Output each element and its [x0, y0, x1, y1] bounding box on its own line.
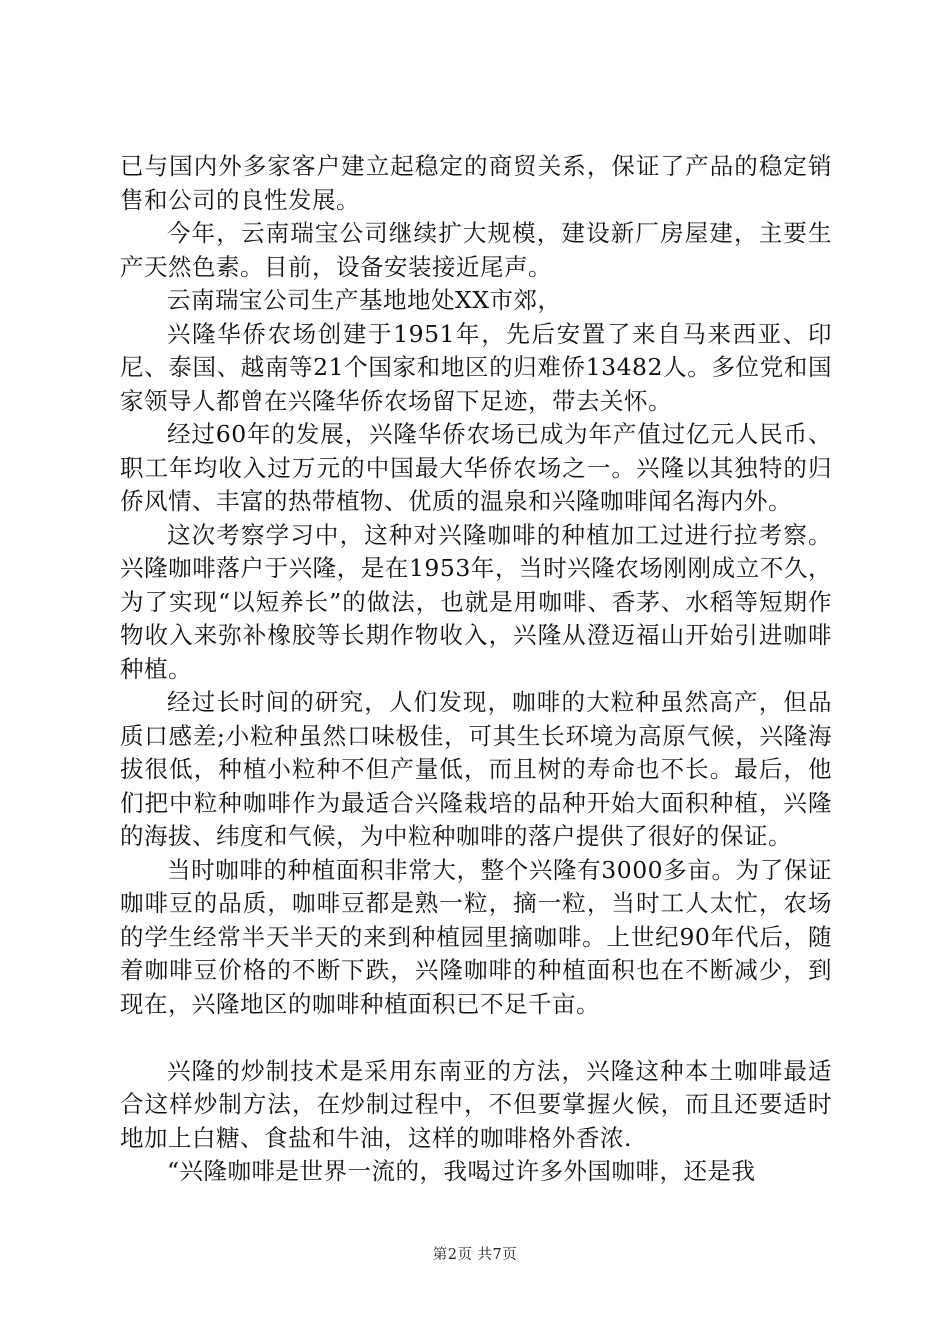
- paragraph-2: 今年，云南瑞宝公司继续扩大规模，建设新厂房屋建，主要生产天然色素。目前，设备安装接近尾声。: [120, 219, 832, 281]
- paragraph-4: 兴隆华侨农场创建于1951年，先后安置了来自马来西亚、印尼、泰国、越南等21个国家和地区的归难侨13482人。多位党和国家领导人都曾在兴隆华侨农场留下足迹，带去关怀。: [120, 319, 832, 415]
- paragraph-10: “兴隆咖啡是世界一流的，我喝过许多外国咖啡，还是我: [167, 1157, 756, 1185]
- paragraph-5: 经过60年的发展，兴隆华侨农场已成为年产值过亿元人民币、职工年均收入过万元的中国最大华侨农场之一。兴隆以其独特的归侨风情、丰富的热带植物、优质的温泉和兴隆咖啡闻名海内外。: [120, 420, 832, 515]
- paragraph-1: 已与国内外多家客户建立起稳定的商贸关系，保证了产品的稳定销售和公司的良性发展。: [120, 152, 832, 214]
- paragraph-7: 经过长时间的研究，人们发现，咖啡的大粒种虽然高产，但品质口感差;小粒种虽然口味极佳，可其生长环境为高原气候，兴隆海拔很低，种植小粒种不但产量低，而且树的寿命也不长。最后，他们把中粒种咖啡作为最适合兴隆栽培的品种开始大面积种植，兴隆的海拔、纬度和气候，为中粒种咖啡的落户提供了很好的保证。: [120, 688, 832, 850]
- paragraph-9: 兴隆的炒制技术是采用东南亚的方法，兴隆这种本土咖啡最适合这样炒制方法，在炒制过程中，不但要掌握火候，而且还要适时地加上白糖、食盐和牛油，这样的咖啡格外香浓.: [120, 1056, 832, 1152]
- paragraph-8: 当时咖啡的种植面积非常大，整个兴隆有3000多亩。为了保证咖啡豆的品质，咖啡豆都是熟一粒，摘一粒，当时工人太忙，农场的学生经常半天半天的来到种植园里摘咖啡。上世纪90年代后，随着咖啡豆价格的不断下跌，兴隆咖啡的种植面积也在不断减少，到现在，兴隆地区的咖啡种植面积已不足千亩。: [120, 855, 832, 1018]
- page-number-footer: 第2页 共7页: [432, 1247, 518, 1263]
- paragraph-6: 这次考察学习中，这种对兴隆咖啡的种植加工过进行拉考察。兴隆咖啡落户于兴隆，是在1953年，当时兴隆农场刚刚成立不久，为了实现“以短养长”的做法，也就是用咖啡、香茅、水稻等短期作物收入来弥补橡胶等长期作物收入，兴隆从澄迈福山开始引进咖啡种植。: [120, 520, 832, 683]
- paragraph-3: 云南瑞宝公司生产基地地处XX市郊，: [167, 286, 562, 314]
- paragraph-spacer: [120, 1021, 832, 1055]
- document-body: [120, 150, 832, 1189]
